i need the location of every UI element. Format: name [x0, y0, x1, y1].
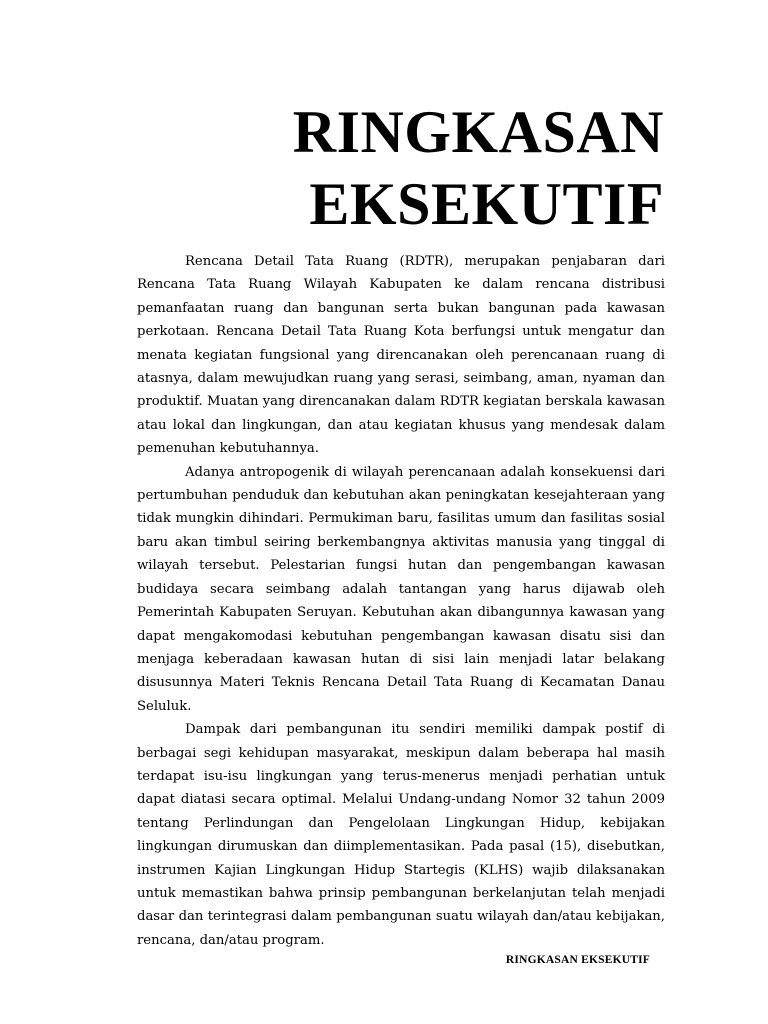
body-text [137, 250, 665, 952]
page-footer: RINGKASAN EKSEKUTIF [505, 954, 650, 966]
title-line-2: EKSEKUTIF [309, 171, 664, 237]
paragraph-1: Rencana Detail Tata Ruang (RDTR), merupakan penjabaran dari Rencana Tata Ruang Wilayah Kabupaten ke dalam rencana distribusi pemanfaatan ruang dan bangunan serta bukan bangunan pada kawasan perkotaan. Rencana Detail Tata Ruang Kota berfungsi untuk mengatur dan menata kegiatan fungsional yang direncanakan oleh perencanaan ruang di atasnya, dalam mewujudkan ruang yang serasi, seimbang, aman, nyaman dan produktif. Muatan yang direncanakan dalam RDTR kegiatan berskala kawasan atau lokal dan lingkungan, dan atau kegiatan khusus yang mendesak dalam pemenuhan kebutuhannya. [137, 254, 665, 457]
paragraph-2: Adanya antropogenik di wilayah perencanaan adalah konsekuensi dari pertumbuhan penduduk dan kebutuhan akan peningkatan kesejahteraan yang tidak mungkin dihindari. Permukiman baru, fasilitas umum dan fasilitas sosial baru akan timbul seiring berkembangnya aktivitas manusia yang tinggal di wilayah tersebut. Pelestarian fungsi hutan dan pengembangan kawasan budidaya secara seimbang adalah tantangan yang harus dijawab oleh Pemerintah Kabupaten Seruyan. Kebutuhan akan dibangunnya kawasan yang dapat mengakomodasi kebutuhan pengembangan kawasan disatu sisi dan menjaga keberadaan kawasan hutan di sisi lain menjadi latar belakang disusunnya Materi Teknis Rencana Detail Tata Ruang di Kecamatan Danau Seluluk. [137, 464, 665, 714]
page-title [293, 96, 664, 240]
title-line-1: RINGKASAN [292, 99, 664, 165]
paragraph-3: Dampak dari pembangunan itu sendiri memiliki dampak postif di berbagai segi kehidupan masyarakat, meskipun dalam beberapa hal masih terdapat isu-isu lingkungan yang terus-menerus menjadi perhatian untuk dapat diatasi secara optimal. Melalui Undang-undang Nomor 32 tahun 2009 tentang Perlindungan dan Pengelolaan Lingkungan Hidup, kebijakan lingkungan dirumuskan dan diimplementasikan. Pada pasal (15), disebutkan, instrumen Kajian Lingkungan Hidup Startegis (KLHS) wajib dilaksanakan untuk memastikan bahwa prinsip pembangunan berkelanjutan telah menjadi dasar dan terintegrasi dalam pembangunan suatu wilayah dan/atau kebijakan, rencana, dan/atau program. [137, 722, 665, 948]
